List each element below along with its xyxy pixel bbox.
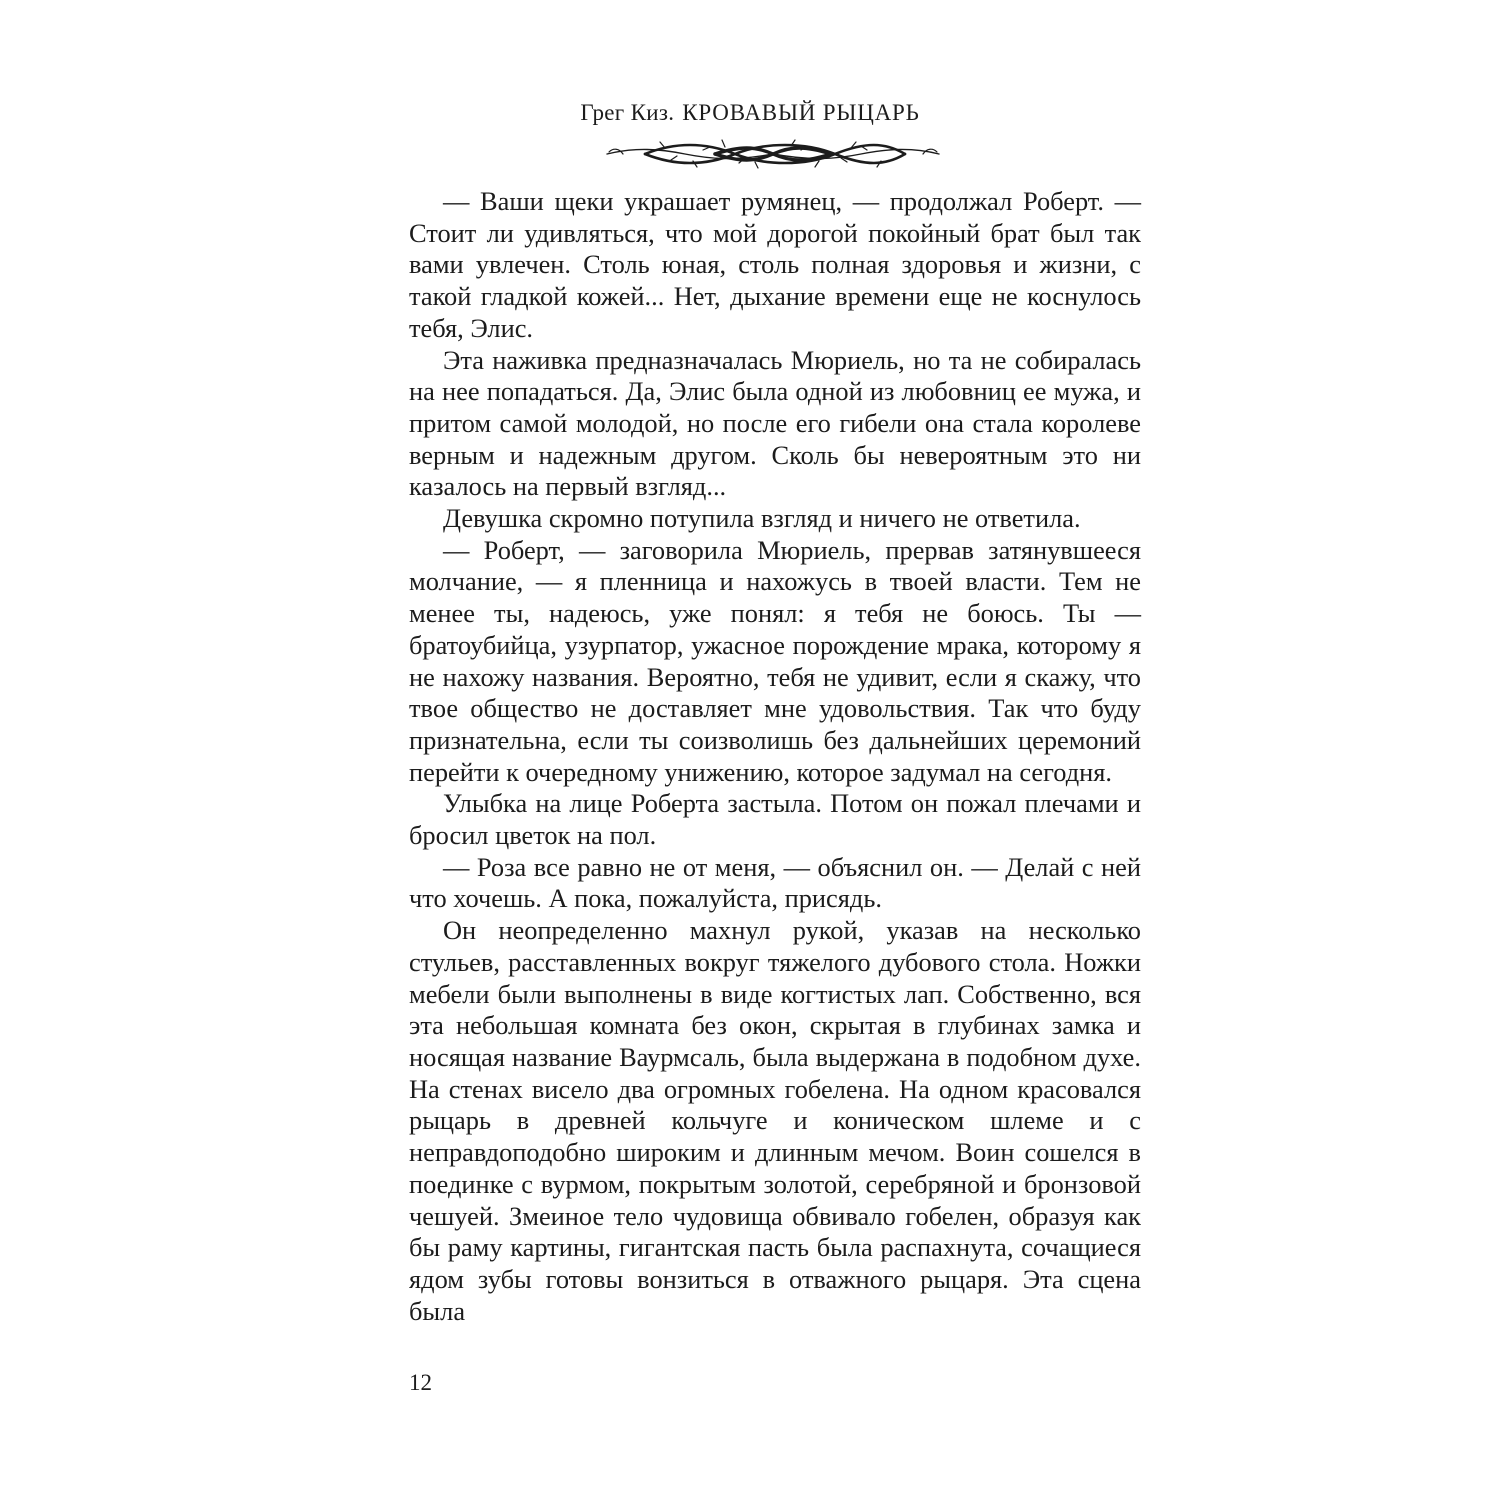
paragraph: Улыбка на лице Роберта застыла. Потом он пожал плечами и бросил цветок на пол. — [409, 788, 1141, 851]
paragraph: Девушка скромно потупила взгляд и ничего не ответила. — [443, 503, 1081, 534]
main-text — [409, 186, 1141, 1327]
paragraph: Он неопределенно махнул рукой, указав на несколько стульев, расставленных вокруг тяжелого дубового стола. Ножки мебели были выполнены в виде когтистых лап. Собственно, вся эта небольшая комната без окон, скрытая в глубинах замка и носящая название Ваурмсаль, была выдержана в подобном духе. На стенах висело два огромных гобелена. На одном красовался рыцарь в древней кольчуге и коническом шлеме и с неправдоподобно широким и длинным мечом. Воин сошелся в поединке с вурмом, покрытым золотой, серебряной и бронзовой чешуей. Змеиное тело чудовища обвивало гобелен, образуя как бы раму картины, гигантская пасть была распахнута, сочащиеся ядом зубы готовы вонзиться в отважного рыцаря. Эта сцена была — [409, 915, 1141, 1326]
thorny-vine-ornament-icon — [605, 136, 941, 172]
header-author: Грег Киз. — [580, 100, 675, 125]
page-number: 12 — [409, 1370, 432, 1395]
running-head — [0, 98, 1500, 128]
paragraph: — Ваши щеки украшает румянец, — продолжал Роберт. — Стоит ли удивляться, что мой дорогой покойный брат был так вами увлечен. Столь юная, столь полная здоровья и жизни, с такой гладкой кожей... Нет, дыхание времени еще не коснулось тебя, Элис. — [409, 186, 1141, 343]
paragraph: Эта наживка предназначалась Мюриель, но та не собиралась на нее попадаться. Да, Элис была одной из любовниц ее мужа, и притом самой молодой, но после его гибели она стала королеве верным и надежным другом. Сколь бы невероятным это ни казалось на первый взгляд... — [409, 344, 1141, 502]
header-title: КРОВАВЫЙ РЫЦАРЬ — [682, 100, 920, 125]
paragraph: — Роберт, — заговорила Мюриель, прервав затянувшееся молчание, — я пленница и нахожусь в твоей власти. Тем не менее ты, надеюсь, уже понял: я тебя не боюсь. Ты — братоубийца, узурпатор, ужасное порождение мрака, которому я не нахожу названия. Вероятно, тебя не удивит, если я скажу, что твое общество не доставляет мне удовольствия. Так что буду признательна, если ты соизволишь без дальнейших церемоний перейти к очередному унижению, которое задумал на сегодня. — [409, 534, 1141, 787]
paragraph: — Роза все равно не от меня, — объяснил он. — Делай с ней что хочешь. А пока, пожалуйста, присядь. — [409, 851, 1141, 914]
